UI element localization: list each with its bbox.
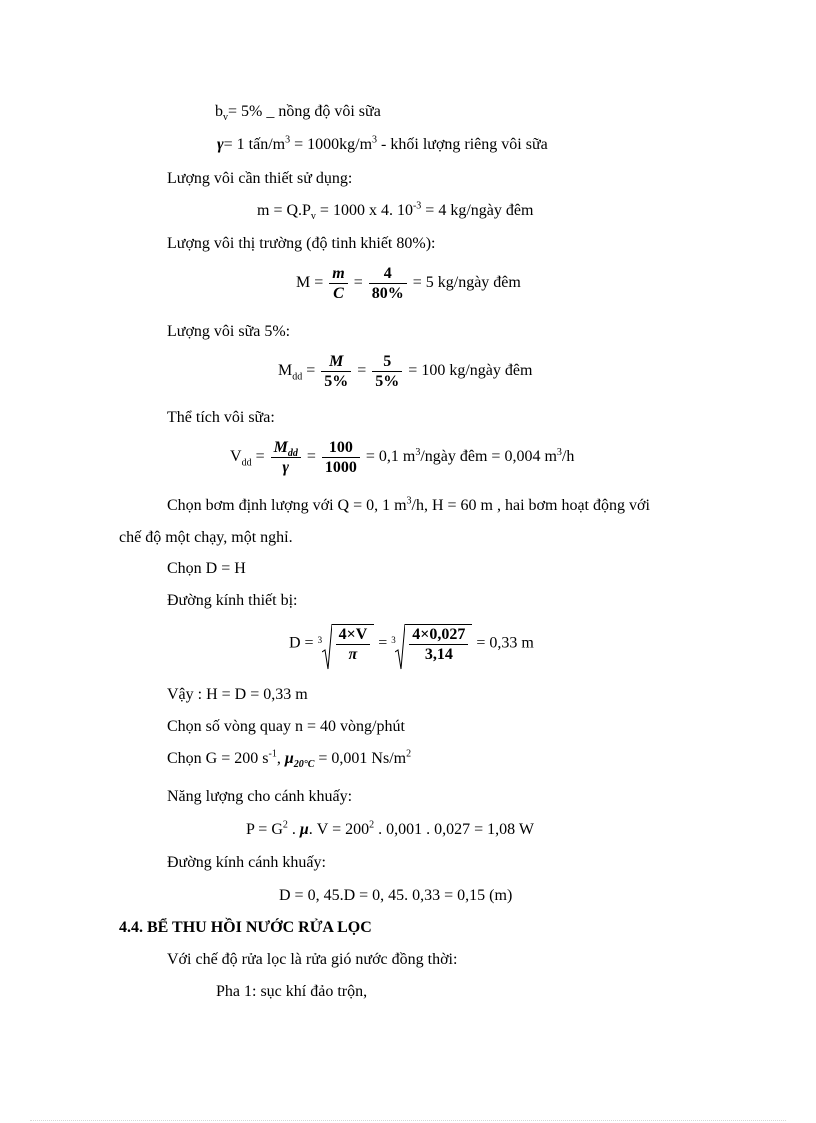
line-b-v: $b_v= 5\%$ _ nồng độ vôi sữa (215, 103, 381, 124)
paragraph-duong-kinh-canh-khuay: Đường kính cánh khuấy: (167, 854, 326, 871)
section-heading: 4.4. BỂ THU HỒI NƯỚC RỬA LỌC (119, 919, 372, 936)
equation-Mdd: $M_{dd}$ = $\frac{M}{5\%}$ = $\frac{5}{5\%}$ = 100 kg/ngày đêm (278, 353, 533, 390)
paragraph-chon-D: Chọn D = H (167, 560, 246, 577)
fraction-5-over-5: $\frac{5}{5\%}$ (372, 352, 402, 391)
footer-divider (30, 1120, 786, 1121)
paragraph-chon-bom: Chọn bơm định lượng với Q = 0, 1 $m^3/h$, H = 60 m , hai bơm hoạt động với (167, 495, 650, 514)
paragraph-che-do-rua-loc: Với chế độ rửa lọc là rửa gió nước đồng thời: (167, 951, 458, 968)
equation-Vdd: $V_{dd}$ = $\frac{M_{dd}}{\gamma}$ = $\frac{100}{1000}$ = 0,1 $m^3$/ngày đêm = 0,004 $m^3/h$ (230, 439, 575, 476)
paragraph-luong-voi-thi-truong: Lượng vôi thị trường (độ tinh khiết 80%): (167, 235, 436, 252)
paragraph-the-tich-voi-sua: Thể tích vôi sữa: (167, 409, 275, 426)
paragraph-luong-voi-can-thiet: Lượng vôi cần thiết sử dụng: (167, 170, 353, 187)
fraction-4-over-80: $\frac{4}{80\%}$ (369, 264, 407, 303)
radical-sign-icon (395, 624, 405, 670)
paragraph-che-do: chế độ một chạy, một nghỉ. (119, 529, 293, 546)
paragraph-nang-luong: Năng lượng cho cánh khuấy: (167, 788, 353, 805)
equation-m: $m = Q.P_v = 1000$ x 4. $10^{-3} = 4$ kg/ngày đêm (257, 200, 534, 223)
equation-P: $P = G^2$ . μ. $V = 200^2$ . 0,001 . 0,027 = 1,08 W (246, 819, 534, 838)
paragraph-chon-G: Chọn G = 200 $s^{-1}$, $\mu_{20^\circ C} = 0,001$ $Ns/m^2$ (167, 748, 412, 771)
fraction-m-over-C: $\frac{m}{C}$ (329, 264, 347, 303)
cube-root-1: 3 $\frac{4\times V}{\pi}$ (318, 624, 375, 664)
paragraph-chon-so-vong-quay: Chọn số vòng quay n = 40 vòng/phút (167, 718, 405, 735)
equation-D: D = 3 $\frac{4\times V}{\pi}$ = 3 $\frac{4\times 0,027}{3,14}$ = 0,33 m (289, 624, 534, 664)
fraction-M-over-5: $\frac{M}{5\%}$ (321, 352, 351, 391)
fraction-100-over-1000: $\frac{100}{1000}$ (322, 438, 360, 477)
paragraph-vay: Vậy : H = D = 0,33 m (167, 686, 308, 703)
equation-M: M = $\frac{m}{C}$ = $\frac{4}{80\%}$ = 5 kg/ngày đêm (296, 265, 521, 302)
fraction-Mdd-over-gamma: $\frac{M_{dd}}{\gamma}$ (271, 438, 301, 477)
radical-sign-icon (322, 624, 332, 670)
paragraph-luong-voi-sua: Lượng vôi sữa 5%: (167, 323, 291, 340)
equation-D-canh-khuay: D = 0, 45.D = 0, 45. 0,33 = 0,15 (m) (279, 887, 513, 904)
paragraph-pha-1: Pha 1: sục khí đảo trộn, (216, 983, 368, 1000)
cube-root-2: 3 $\frac{4\times 0,027}{3,14}$ (391, 624, 472, 664)
paragraph-duong-kinh-thiet-bi: Đường kính thiết bị: (167, 592, 298, 609)
line-gamma: γ= 1 tấn/$m^3 = 1000kg/m^3$ - khối lượng riêng vôi sữa (217, 134, 548, 153)
